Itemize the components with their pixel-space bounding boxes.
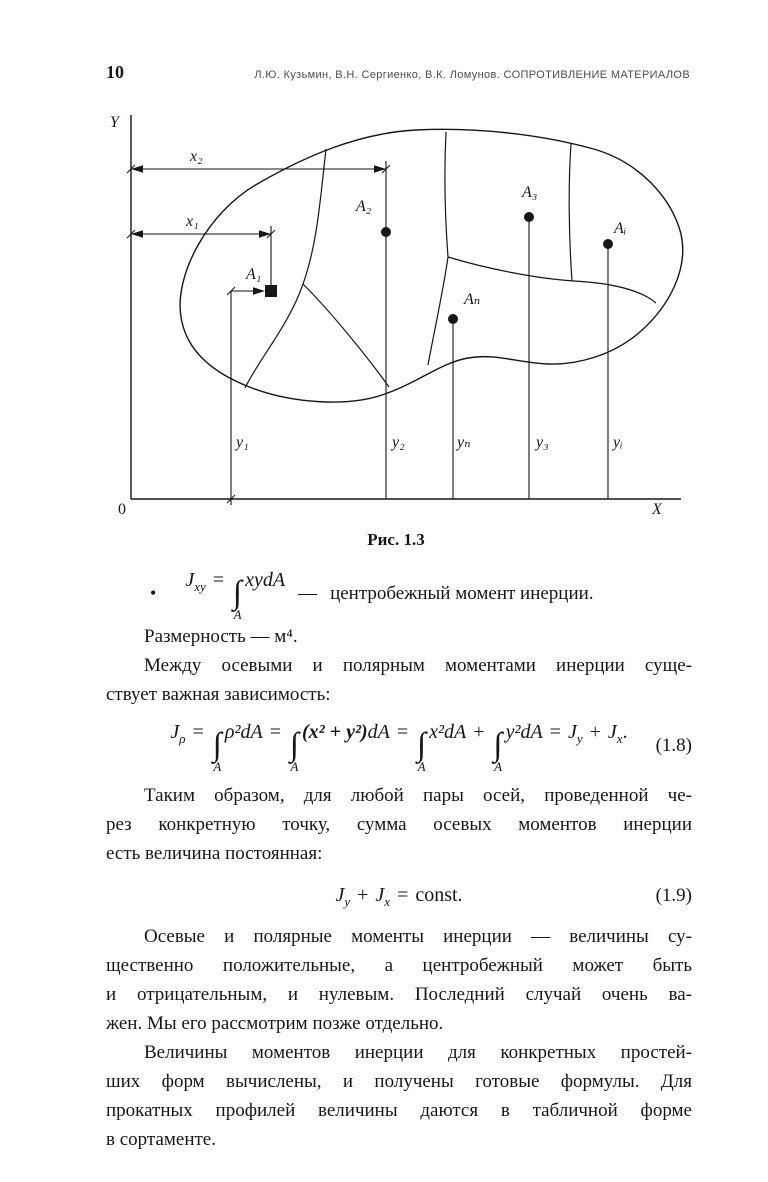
var-j-sub: y xyxy=(344,893,351,909)
integral xyxy=(290,729,299,772)
point-a2 xyxy=(381,227,391,237)
dash: — xyxy=(298,582,318,604)
bullet-item-jxy xyxy=(106,566,692,620)
term: ρ²dA xyxy=(224,721,263,743)
text-line: есть величина постоянная: xyxy=(106,843,323,864)
label-y2: y₂ xyxy=(392,434,405,451)
bullet-marker: • xyxy=(150,582,157,603)
integral-sign: ∫ xyxy=(493,727,503,763)
body-text xyxy=(0,550,768,1154)
term: y²dA xyxy=(505,721,543,743)
text-line: в сортаменте. xyxy=(106,1129,216,1150)
paragraph-2 xyxy=(106,781,692,868)
equation-number: (1.9) xyxy=(655,884,692,906)
integrand: xydA xyxy=(245,569,286,591)
var-j: J xyxy=(607,721,617,743)
page-number: 10 xyxy=(106,62,124,82)
text-line: жен. Мы его рассмотрим позже отдельно. xyxy=(106,1013,444,1034)
figure-1-3 xyxy=(96,107,696,550)
var-j-sub: x xyxy=(616,731,623,746)
text-line: Величины моментов инерции для конкретных простей- xyxy=(144,1042,692,1063)
integral xyxy=(417,729,426,772)
integral-sign: ∫ xyxy=(233,575,243,611)
formula-1-8 xyxy=(170,718,627,772)
point-a3 xyxy=(524,212,534,222)
var-j-sub: xy xyxy=(194,579,206,594)
text-line: рез конкретную точку, сумма осевых моментов инерции xyxy=(106,814,692,835)
label-axis-x: X xyxy=(652,501,662,518)
term: dA xyxy=(367,721,390,743)
equals-sign: = xyxy=(269,721,281,743)
text-line: и отрицательным, и нулевым. Последний случай очень ва- xyxy=(106,984,692,1005)
label-ai: Aᵢ xyxy=(614,220,627,237)
integral-sign: ∫ xyxy=(289,727,300,763)
integral-limit: A xyxy=(417,759,426,774)
integral-limit: A xyxy=(233,607,242,622)
text-line: Между осевыми и полярным моментами инерции суще- xyxy=(144,655,692,676)
label-a1: A₁ xyxy=(246,266,262,283)
paragraph-4 xyxy=(106,1038,692,1154)
equation-number: (1.8) xyxy=(655,734,692,756)
integral-limit: A xyxy=(213,759,222,774)
label-an: Aₙ xyxy=(464,291,481,308)
integral xyxy=(213,729,222,772)
label-a3: A₃ xyxy=(522,184,538,201)
term-bold: (x² + y²) xyxy=(302,721,368,743)
figure-drawing xyxy=(96,107,696,522)
page-header xyxy=(0,0,768,83)
label-y1: y₁ xyxy=(236,434,249,451)
text-line: прокатных профилей величины даются в табличной форме xyxy=(106,1100,692,1121)
text-line: щественно положительные, а центробежный может быть xyxy=(106,955,692,976)
coordinate-axes xyxy=(131,115,681,499)
formula-jxy xyxy=(185,566,285,620)
equation-1-8 xyxy=(106,715,692,775)
integral-sign: ∫ xyxy=(212,727,222,763)
var-j: J xyxy=(567,721,577,743)
var-j-sub: ρ xyxy=(179,731,186,746)
integral-sign: ∫ xyxy=(417,727,427,763)
var-j: J xyxy=(170,721,180,743)
section-dividers xyxy=(245,132,656,388)
var-j-sub: y xyxy=(576,731,583,746)
text-line: Осевые и полярные моменты инерции — величины су- xyxy=(144,926,692,947)
period: . xyxy=(622,721,628,743)
label-axis-y: Y xyxy=(110,114,119,131)
integral-limit: A xyxy=(290,759,299,774)
text-line: ших форм вычислены, и получены готовые формулы. Для xyxy=(106,1071,692,1092)
label-a2: A₂ xyxy=(356,198,372,215)
point-an xyxy=(448,314,458,324)
const-term: const. xyxy=(415,883,463,906)
figure-caption: Рис. 1.3 xyxy=(367,530,425,549)
paragraph-3 xyxy=(106,922,692,1038)
equals-sign: = xyxy=(396,721,409,743)
running-head: Л.Ю. Кузьмин, В.Н. Сергиенко, В.К. Ломунов. СОПРОТИВЛЕНИЕ МАТЕРИАЛОВ xyxy=(254,69,690,81)
label-y3: y₃ xyxy=(536,434,549,451)
plus-sign: + xyxy=(357,883,369,906)
integral-limit: A xyxy=(494,759,503,774)
var-j: J xyxy=(375,883,385,906)
var-j-sub: x xyxy=(384,893,391,909)
equation-1-9 xyxy=(106,876,692,914)
integral xyxy=(494,729,503,772)
text-line: Таким образом, для любой пары осей, проведенной че- xyxy=(144,785,692,806)
equals-sign: = xyxy=(212,569,225,591)
integral xyxy=(233,577,242,620)
formula-1-9 xyxy=(335,881,462,910)
var-j: J xyxy=(335,883,345,906)
var-j: J xyxy=(185,569,195,591)
paragraph-1 xyxy=(106,651,692,709)
equals-sign: = xyxy=(397,883,409,906)
plus-sign: + xyxy=(589,721,601,743)
dimension-note: Размерность — м⁴. xyxy=(144,626,298,647)
equals-sign: = xyxy=(549,721,561,743)
bullet-text: центробежный момент инерции. xyxy=(330,582,594,604)
label-x2: x₂ xyxy=(190,148,203,165)
equals-sign: = xyxy=(192,721,204,743)
point-ai xyxy=(603,239,613,249)
label-origin: 0 xyxy=(118,501,126,518)
label-yi: yᵢ xyxy=(613,434,623,451)
label-yn: yₙ xyxy=(457,434,471,451)
label-x1: x₁ xyxy=(186,213,199,230)
point-a1 xyxy=(265,285,277,297)
text-line: ствует важная зависимость: xyxy=(106,684,331,705)
term: x²dA xyxy=(429,721,467,743)
plus-sign: + xyxy=(473,721,485,743)
